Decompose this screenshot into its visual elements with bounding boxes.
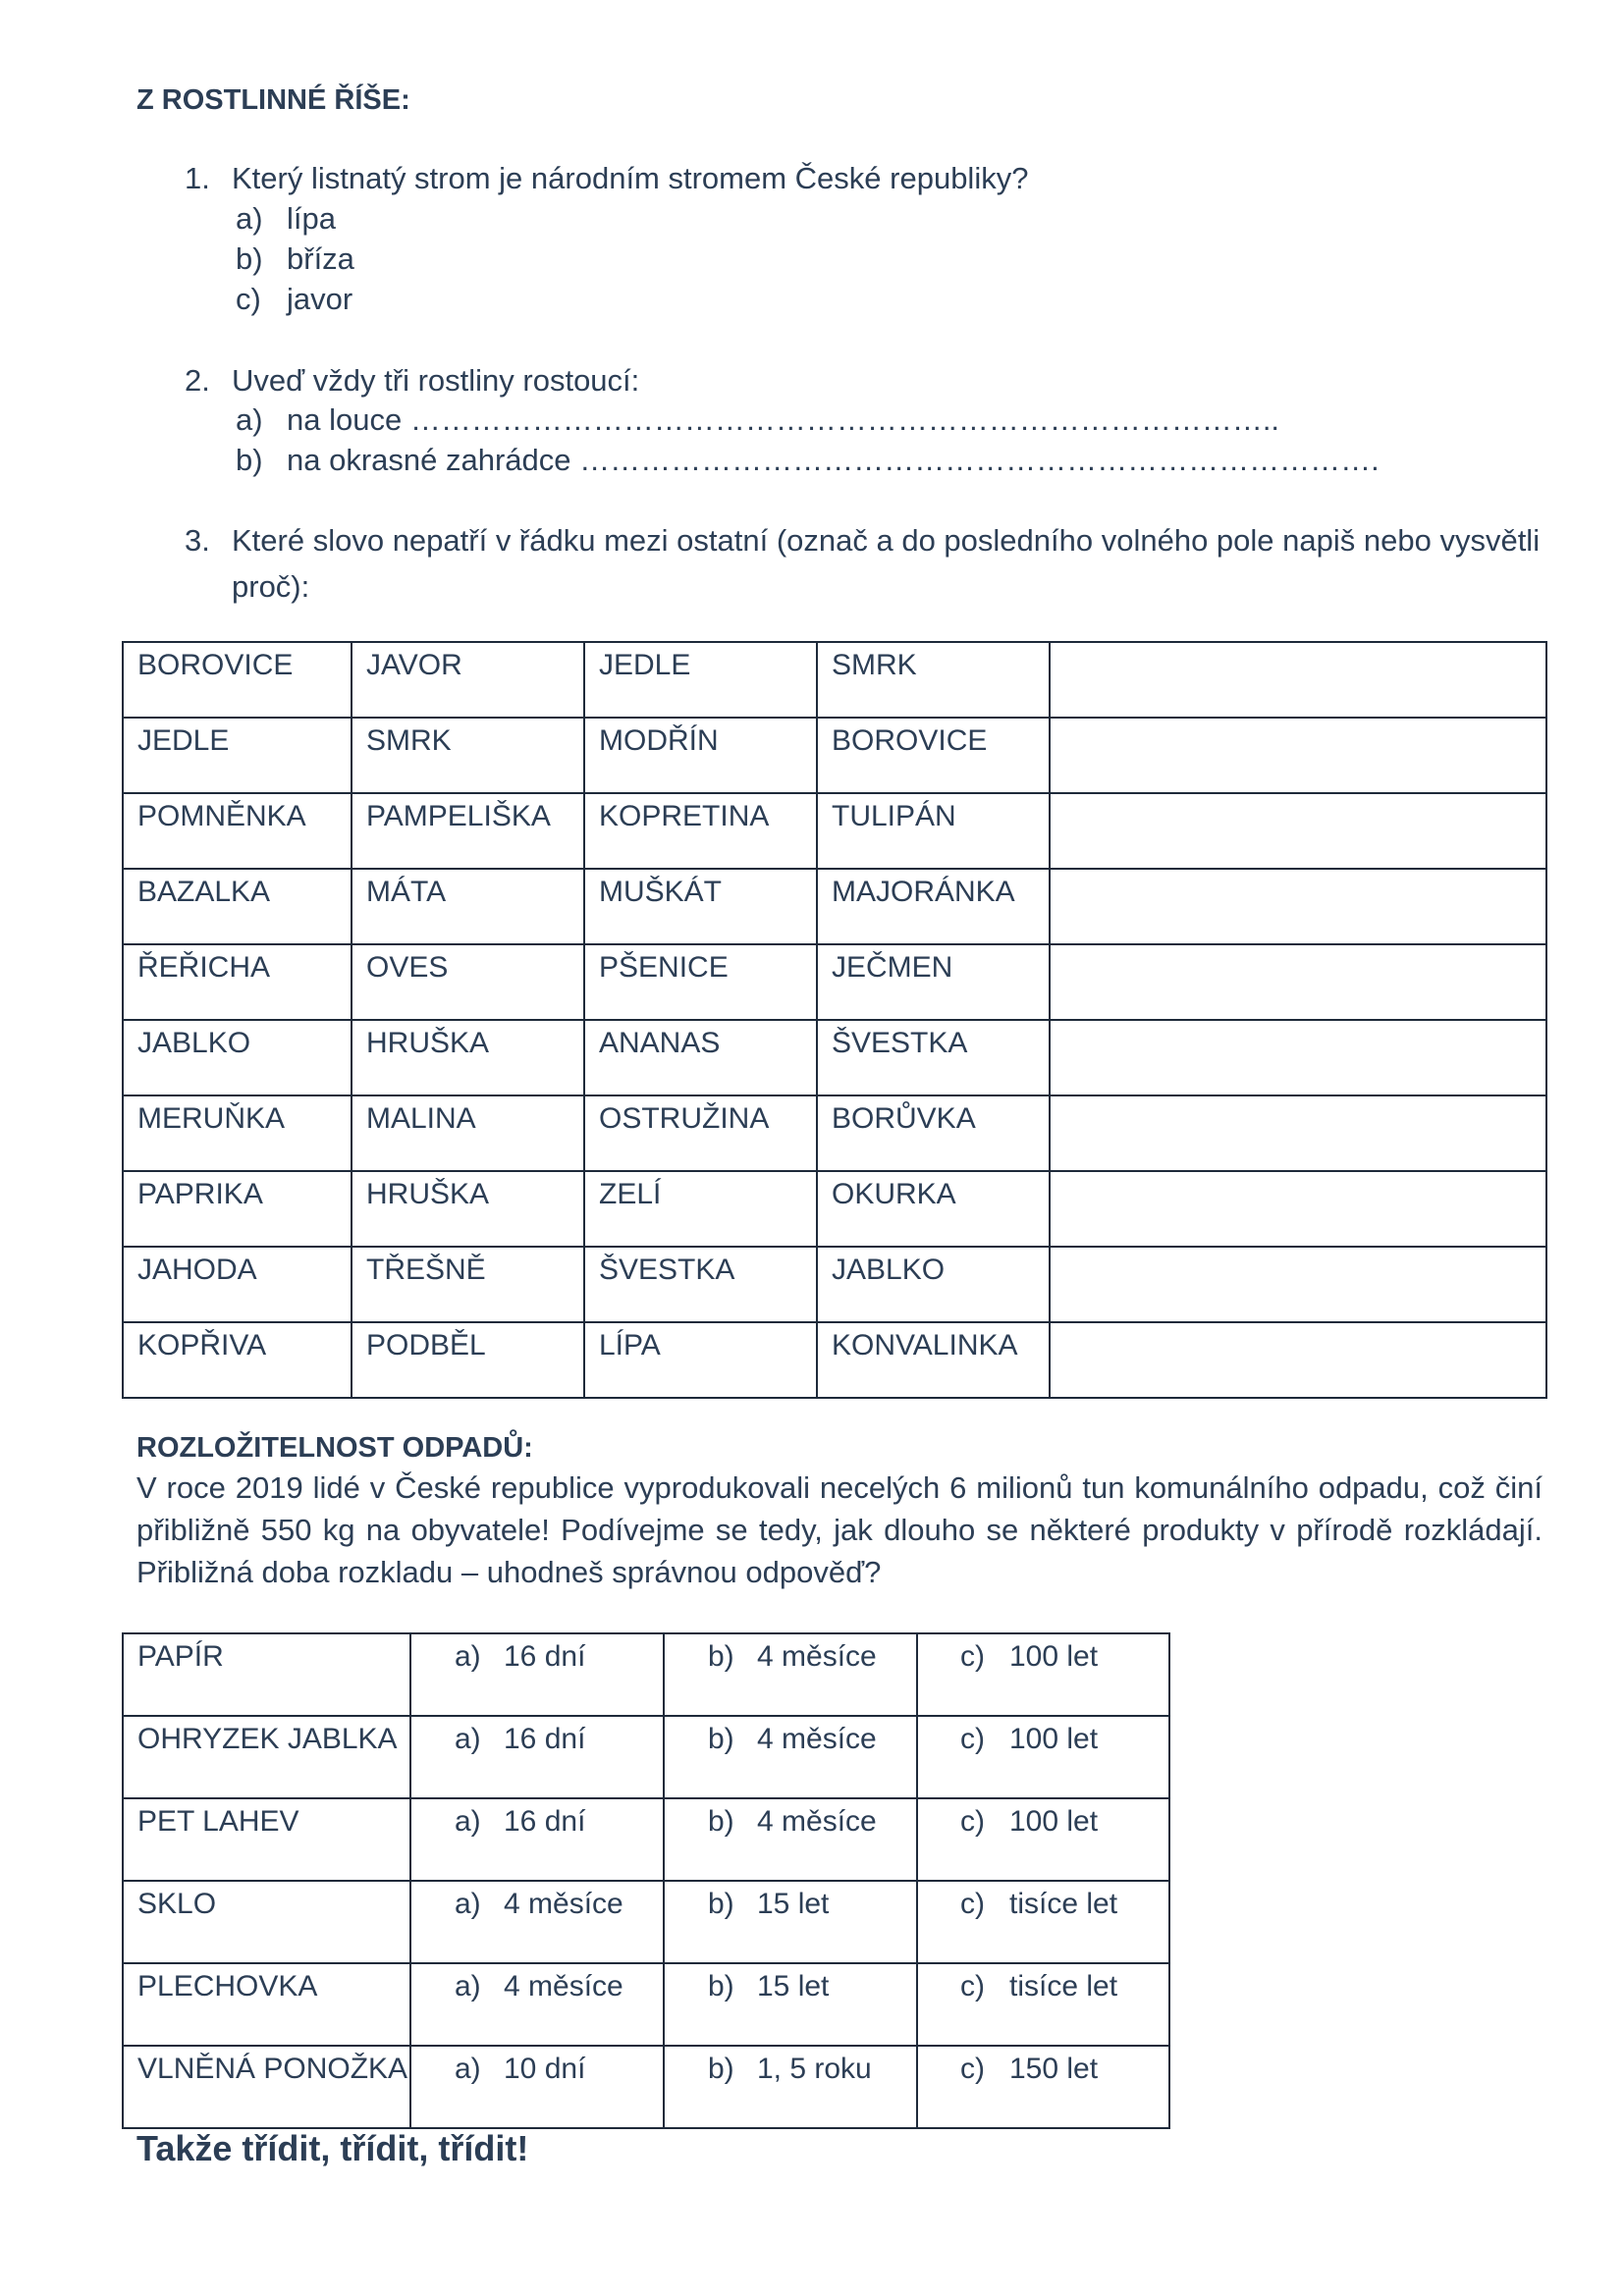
word-cell: HRUŠKA: [352, 1020, 584, 1095]
answer-cell[interactable]: [1050, 1322, 1546, 1398]
option-value: 16 dní: [504, 1805, 586, 1838]
option-value: 16 dní: [504, 1723, 586, 1755]
q1-option-a: a) lípa: [236, 201, 336, 236]
option-b[interactable]: [664, 1798, 917, 1881]
q2-option-a: a) na louce …………………………………………………………………………..: [236, 402, 1280, 437]
option-letter: c): [960, 1888, 985, 1920]
waste-paragraph-line3: Přibližná doba rozkladu – uhodneš správnou odpověď?: [136, 1555, 882, 1589]
question-text: Který listnatý strom je národním stromem České republiky?: [232, 161, 1029, 195]
option-letter: b): [708, 1970, 734, 2002]
table-row: [123, 869, 1546, 944]
answer-cell[interactable]: [1050, 642, 1546, 718]
option-a[interactable]: [410, 1798, 664, 1881]
question-1: [185, 161, 1028, 196]
option-value: 100 let: [1009, 1640, 1099, 1673]
option-letter: c): [960, 1805, 985, 1838]
option-b[interactable]: [664, 1633, 917, 1716]
option-value: 10 dní: [504, 2053, 586, 2085]
word-cell: PAPRIKA: [123, 1171, 352, 1247]
q1-option-c: c) javor: [236, 282, 353, 316]
option-letter: a): [455, 1888, 481, 1920]
option-letter: a): [455, 1640, 481, 1673]
table-row: [123, 1881, 1169, 1963]
waste-item: VLNĚNÁ PONOŽKA: [123, 2046, 410, 2128]
option-letter: b): [708, 1640, 734, 1673]
word-cell: ZELÍ: [584, 1171, 817, 1247]
word-cell: JEDLE: [584, 642, 817, 718]
option-a[interactable]: [410, 2046, 664, 2128]
option-value: 1, 5 roku: [757, 2053, 872, 2085]
table-row: [123, 1171, 1546, 1247]
word-cell: MALINA: [352, 1095, 584, 1171]
option-letter: b): [708, 2053, 734, 2085]
word-cell: OKURKA: [817, 1171, 1050, 1247]
section-title-waste: ROZLOŽITELNOST ODPADŮ:: [136, 1432, 533, 1464]
word-cell: ŘEŘICHA: [123, 944, 352, 1020]
word-cell: JEČMEN: [817, 944, 1050, 1020]
table-row: [123, 1963, 1169, 2046]
word-cell: SMRK: [352, 718, 584, 793]
answer-cell[interactable]: [1050, 1171, 1546, 1247]
word-cell: BAZALKA: [123, 869, 352, 944]
word-cell: BOROVICE: [123, 642, 352, 718]
word-cell: ŠVESTKA: [584, 1247, 817, 1322]
table-row: [123, 944, 1546, 1020]
table-row: [123, 718, 1546, 793]
option-value: 150 let: [1009, 2053, 1099, 2085]
option-value: 4 měsíce: [757, 1723, 877, 1755]
waste-item: PET LAHEV: [123, 1798, 410, 1881]
answer-cell[interactable]: [1050, 1095, 1546, 1171]
waste-item: PLECHOVKA: [123, 1963, 410, 2046]
option-value: 100 let: [1009, 1805, 1099, 1838]
option-value: tisíce let: [1009, 1888, 1118, 1920]
answer-cell[interactable]: [1050, 944, 1546, 1020]
option-value: 100 let: [1009, 1723, 1099, 1755]
table-row: [123, 1633, 1169, 1716]
odd-one-out-table: [122, 641, 1547, 1399]
option-letter: a): [455, 1805, 481, 1838]
option-letter: a): [455, 1970, 481, 2002]
option-letter: c): [960, 1970, 985, 2002]
option-b[interactable]: [664, 1881, 917, 1963]
option-value: 4 měsíce: [504, 1970, 623, 2002]
word-cell: OVES: [352, 944, 584, 1020]
word-cell: PŠENICE: [584, 944, 817, 1020]
option-value: 4 měsíce: [504, 1888, 623, 1920]
decomposition-table: [122, 1632, 1170, 2129]
option-value: 16 dní: [504, 1640, 586, 1673]
option-c[interactable]: [917, 1881, 1169, 1963]
option-value: 15 let: [757, 1888, 830, 1920]
answer-cell[interactable]: [1050, 1020, 1546, 1095]
word-cell: JAHODA: [123, 1247, 352, 1322]
waste-paragraph-line1: V roce 2019 lidé v České republice vyprodukovali necelých 6 milionů tun komunálního odpadu, což činí: [136, 1470, 1543, 1505]
table-row: [123, 1798, 1169, 1881]
option-letter: c): [960, 1640, 985, 1673]
option-b[interactable]: [664, 1716, 917, 1798]
option-a[interactable]: [410, 1633, 664, 1716]
option-value: 4 měsíce: [757, 1640, 877, 1673]
table-row: [123, 1322, 1546, 1398]
table-row: [123, 2046, 1169, 2128]
word-cell: JABLKO: [123, 1020, 352, 1095]
word-cell: JEDLE: [123, 718, 352, 793]
option-letter: b): [708, 1805, 734, 1838]
answer-cell[interactable]: [1050, 718, 1546, 793]
q2-option-b: b) na okrasné zahrádce …………………………………………………………………….: [236, 443, 1380, 477]
word-cell: JABLKO: [817, 1247, 1050, 1322]
option-letter: b): [708, 1888, 734, 1920]
word-cell: PAMPELIŠKA: [352, 793, 584, 869]
word-cell: PODBĚL: [352, 1322, 584, 1398]
option-letter: b): [708, 1723, 734, 1755]
word-cell: HRUŠKA: [352, 1171, 584, 1247]
word-cell: OSTRUŽINA: [584, 1095, 817, 1171]
table-row: [123, 1716, 1169, 1798]
answer-cell[interactable]: [1050, 869, 1546, 944]
option-a[interactable]: [410, 1963, 664, 2046]
table-row: [123, 793, 1546, 869]
option-b[interactable]: [664, 2046, 917, 2128]
option-c[interactable]: [917, 2046, 1169, 2128]
word-cell: POMNĚNKA: [123, 793, 352, 869]
word-cell: MERUŇKA: [123, 1095, 352, 1171]
table-row: [123, 1095, 1546, 1171]
word-cell: MÁTA: [352, 869, 584, 944]
option-value: 4 měsíce: [757, 1805, 877, 1838]
word-cell: BOROVICE: [817, 718, 1050, 793]
question-3-line2: proč):: [232, 569, 310, 604]
word-cell: KOPRETINA: [584, 793, 817, 869]
waste-paragraph-line2: přibližně 550 kg na obyvatele! Podívejme se tedy, jak dlouho se některé produkty v přírodě rozkládají.: [136, 1513, 1543, 1547]
option-letter: a): [455, 2053, 481, 2085]
word-cell: MODŘÍN: [584, 718, 817, 793]
word-cell: SMRK: [817, 642, 1050, 718]
word-cell: KOPŘIVA: [123, 1322, 352, 1398]
closing-slogan: Takže třídit, třídit, třídit!: [136, 2128, 529, 2168]
waste-item: PAPÍR: [123, 1633, 410, 1716]
waste-item: OHRYZEK JABLKA: [123, 1716, 410, 1798]
answer-cell[interactable]: [1050, 1247, 1546, 1322]
question-2: 2. Uveď vždy tři rostliny rostoucí:: [185, 363, 640, 398]
table-row: [123, 1020, 1546, 1095]
word-cell: TŘEŠNĚ: [352, 1247, 584, 1322]
waste-item: SKLO: [123, 1881, 410, 1963]
option-value: tisíce let: [1009, 1970, 1118, 2002]
word-cell: MAJORÁNKA: [817, 869, 1050, 944]
option-c[interactable]: [917, 1963, 1169, 2046]
word-cell: BORŮVKA: [817, 1095, 1050, 1171]
word-cell: ANANAS: [584, 1020, 817, 1095]
word-cell: LÍPA: [584, 1322, 817, 1398]
word-cell: JAVOR: [352, 642, 584, 718]
option-letter: a): [455, 1723, 481, 1755]
question-3: 3. Které slovo nepatří v řádku mezi ostatní (označ a do posledního volného pole napiš nebo vysvětli: [185, 523, 1541, 558]
table-row: [123, 1247, 1546, 1322]
option-a[interactable]: [410, 1716, 664, 1798]
option-letter: c): [960, 1723, 985, 1755]
option-c[interactable]: [917, 1798, 1169, 1881]
option-b[interactable]: [664, 1963, 917, 2046]
option-c[interactable]: [917, 1633, 1169, 1716]
option-letter: c): [960, 2053, 985, 2085]
q1-option-b: b) bříza: [236, 241, 354, 276]
answer-cell[interactable]: [1050, 793, 1546, 869]
option-value: 15 let: [757, 1970, 830, 2002]
word-cell: MUŠKÁT: [584, 869, 817, 944]
option-c[interactable]: [917, 1716, 1169, 1798]
section-title-plants: Z ROSTLINNÉ ŘÍŠE:: [136, 84, 410, 116]
word-cell: KONVALINKA: [817, 1322, 1050, 1398]
option-a[interactable]: [410, 1881, 664, 1963]
word-cell: ŠVESTKA: [817, 1020, 1050, 1095]
question-number: 1.: [185, 161, 210, 195]
word-cell: TULIPÁN: [817, 793, 1050, 869]
table-row: [123, 642, 1546, 718]
